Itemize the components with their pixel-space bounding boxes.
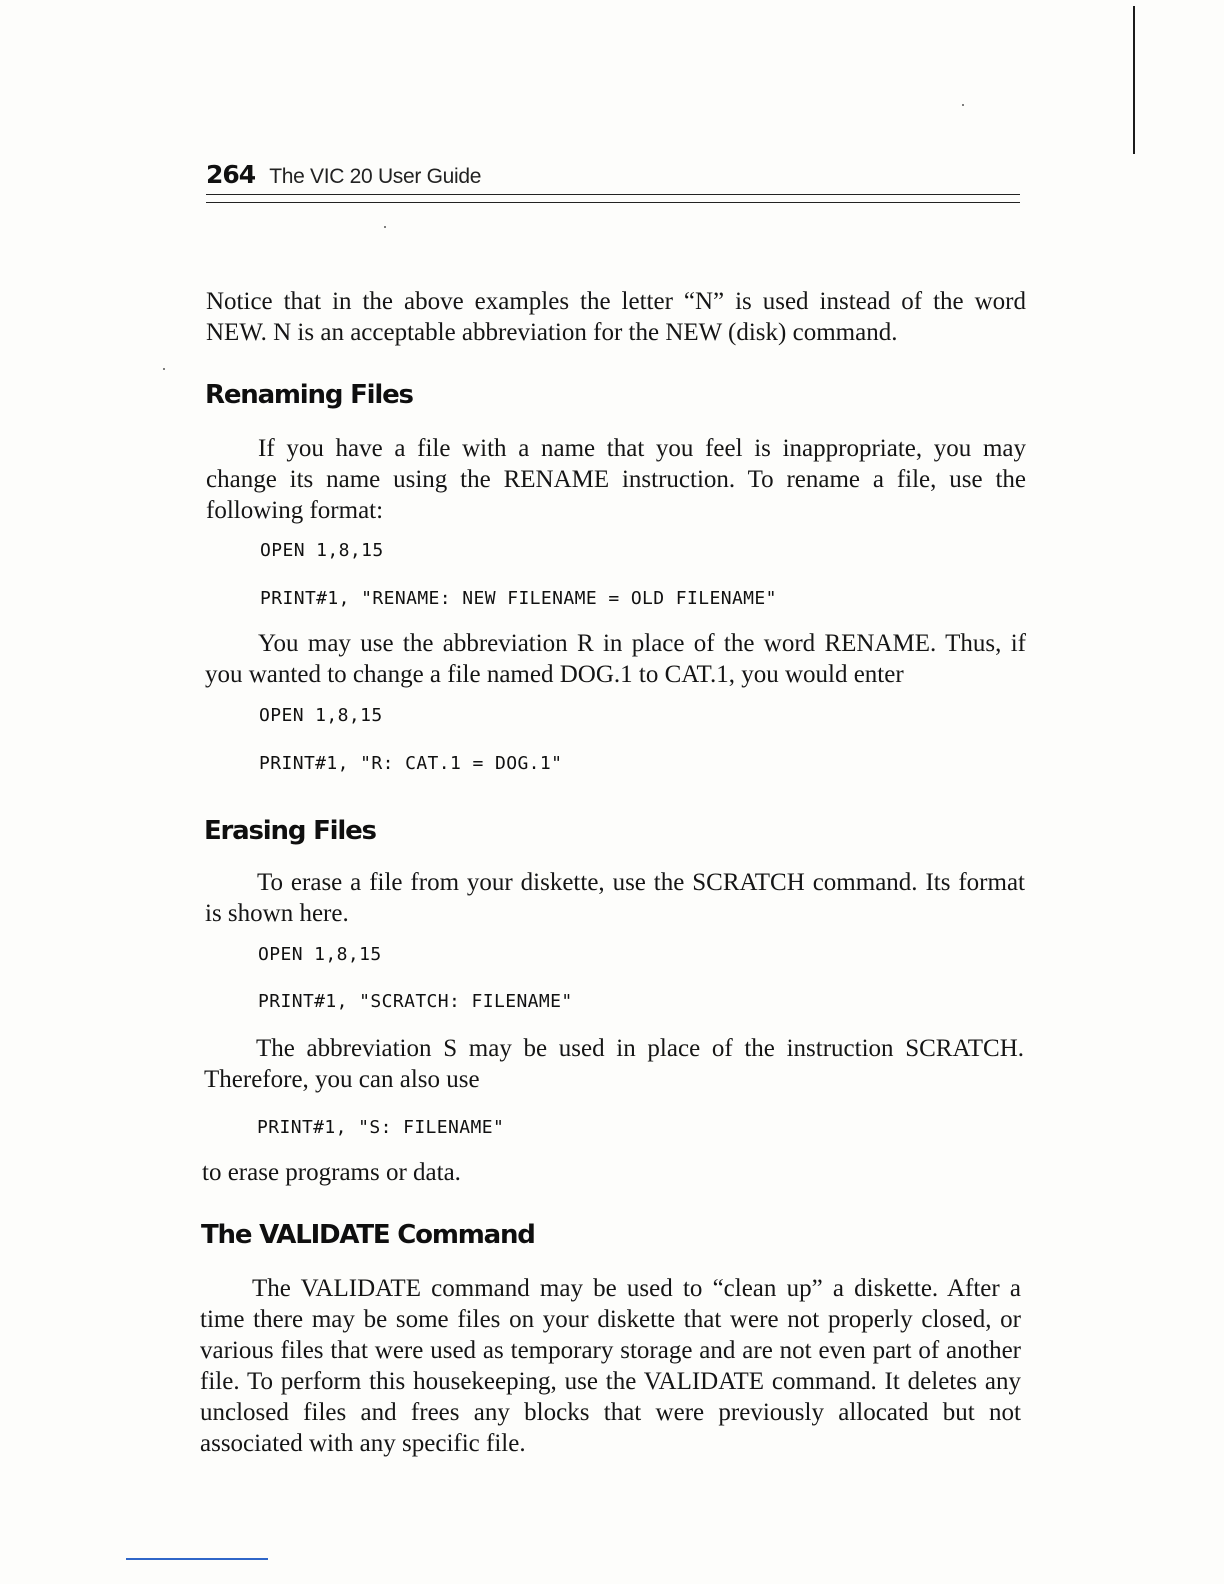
erasing-paragraph-3: to erase programs or data. <box>202 1159 461 1186</box>
section-heading-renaming: Renaming Files <box>205 380 413 410</box>
scan-speck <box>962 104 964 106</box>
renaming-paragraph-1: If you have a file with a name that you feel is inappropriate, you may change its name using the RENAME instruction. To rename a file, use the following format: <box>206 435 1026 524</box>
code-line: OPEN 1,8,15 <box>259 705 383 726</box>
scan-bottom-rule <box>126 1558 268 1560</box>
page-number: 264 <box>206 160 256 189</box>
section-heading-erasing: Erasing Files <box>204 816 376 846</box>
code-line: OPEN 1,8,15 <box>258 944 382 965</box>
scan-edge-line <box>1133 6 1135 154</box>
intro-paragraph: Notice that in the above examples the letter “N” is used instead of the word NEW. N is an acceptable abbreviation for the NEW (disk) command. <box>206 288 1026 346</box>
code-line: OPEN 1,8,15 <box>260 540 384 561</box>
code-line: PRINT#1, "S: FILENAME" <box>257 1117 505 1138</box>
page-header <box>206 160 1020 203</box>
code-line: PRINT#1, "RENAME: NEW FILENAME = OLD FILENAME" <box>260 588 777 609</box>
header-line <box>206 160 1020 189</box>
code-line: PRINT#1, "SCRATCH: FILENAME" <box>258 991 573 1012</box>
header-rule-bottom <box>206 202 1020 203</box>
header-rule-top <box>206 194 1020 195</box>
erasing-paragraph-1: To erase a file from your diskette, use the SCRATCH command. Its format is shown here. <box>205 869 1025 927</box>
renaming-paragraph-2: You may use the abbreviation R in place of the word RENAME. Thus, if you wanted to change a file named DOG.1 to CAT.1, you would enter <box>205 630 1026 688</box>
code-line: PRINT#1, "R: CAT.1 = DOG.1" <box>259 753 563 774</box>
book-title: The VIC 20 User Guide <box>269 165 482 188</box>
section-heading-validate: The VALIDATE Command <box>201 1220 535 1250</box>
scan-speck <box>384 226 386 228</box>
validate-paragraph: The VALIDATE command may be used to “clean up” a diskette. After a time there may be some files on your diskette that were not properly closed, or various files that were used as temporary storage and are not even part of another file. To perform this housekeeping, use the VALIDATE command. It deletes any unclosed files and frees any blocks that were previously allocated but not associated with any specific file. <box>200 1275 1021 1457</box>
erasing-paragraph-2: The abbreviation S may be used in place of the instruction SCRATCH. Therefore, you can also use <box>204 1035 1024 1093</box>
scan-speck <box>163 368 165 370</box>
